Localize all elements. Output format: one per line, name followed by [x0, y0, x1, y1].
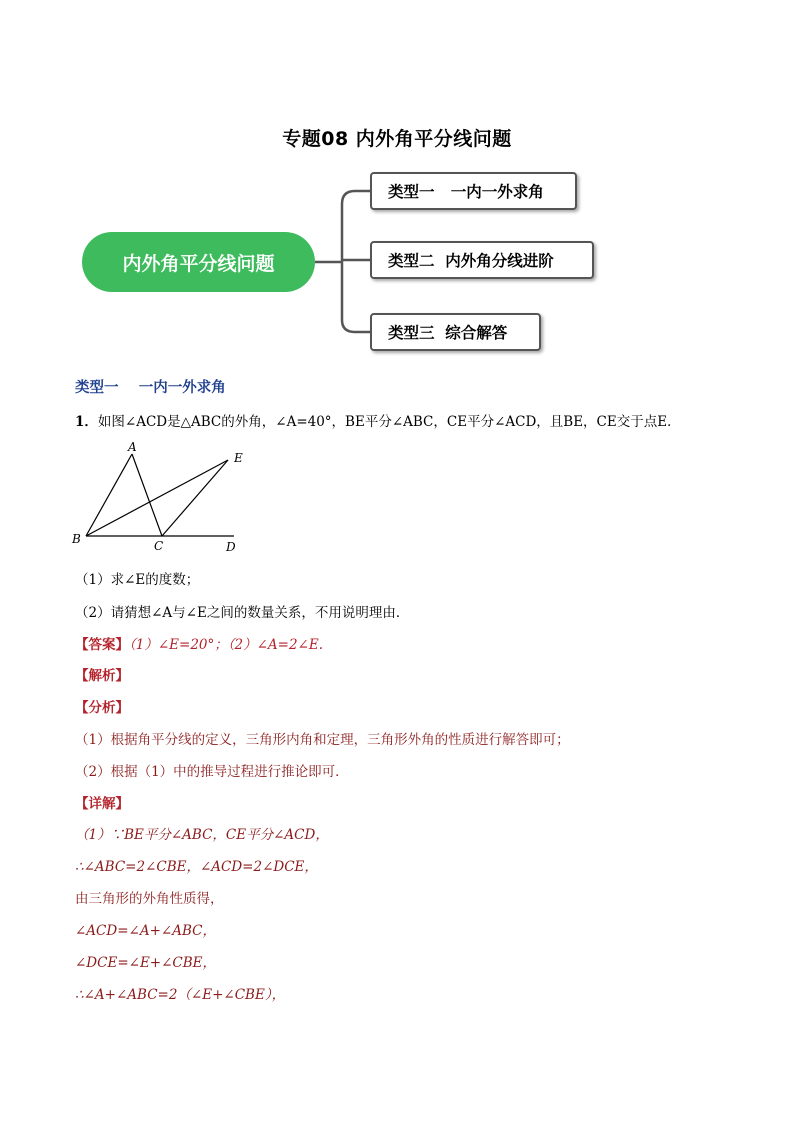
- answer-tag: 【答案】: [75, 637, 129, 653]
- label-D: D: [226, 540, 236, 554]
- section-heading: 类型一 一内一外求角: [75, 380, 226, 396]
- step-4: ∠ACD=∠A+∠ABC，: [75, 923, 216, 939]
- answer-line: [75, 633, 323, 653]
- step-5: ∠DCE=∠E+∠CBE，: [75, 955, 217, 971]
- step-3: 由三角形的外角性质得，: [75, 891, 224, 907]
- mindmap-branch-type1: 类型一 一内一外求角: [370, 172, 577, 210]
- mindmap-root: 内外角平分线问题: [82, 232, 315, 292]
- step-2: ∴∠ABC=2∠CBE，∠ACD=2∠DCE，: [75, 859, 318, 875]
- label-C: C: [154, 539, 164, 553]
- xiangjie-tag: 【详解】: [75, 796, 129, 812]
- label-B: B: [72, 532, 81, 546]
- step-6: ∴∠A+∠ABC=2（∠E+∠CBE），: [75, 987, 286, 1003]
- fenxi-tag: 【分析】: [75, 700, 129, 716]
- jiexi-tag: 【解析】: [75, 668, 129, 684]
- problem-statement: [75, 410, 681, 430]
- question-1: （1）求∠E的度数；: [75, 572, 200, 588]
- analysis-2: （2）根据（1）中的推导过程进行推论即可．: [75, 764, 349, 780]
- step-1: （1）∵BE平分∠ABC，CE平分∠ACD，: [75, 827, 329, 843]
- mindmap-branch-type2: 类型二 内外角分线进阶: [370, 241, 594, 279]
- page-title: 专题08 内外角平分线问题: [282, 128, 512, 150]
- mindmap-branch-type3: 类型三 综合解答: [370, 313, 541, 351]
- problem-text: 如图∠ACD是△ABC的外角，∠A=40°，BE平分∠ABC，CE平分∠ACD，且BE，CE交于点E．: [97, 414, 681, 430]
- geometry-figure: [66, 438, 256, 558]
- answer-text: （1）∠E=20°；（2）∠A=2∠E.: [129, 637, 324, 653]
- label-A: A: [128, 440, 137, 454]
- analysis-1: （1）根据角平分线的定义，三角形内角和定理，三角形外角的性质进行解答即可；: [75, 732, 570, 748]
- label-E: E: [234, 451, 243, 465]
- problem-number: 1．: [75, 414, 98, 430]
- question-2: （2）请猜想∠A与∠E之间的数量关系，不用说明理由．: [75, 605, 410, 621]
